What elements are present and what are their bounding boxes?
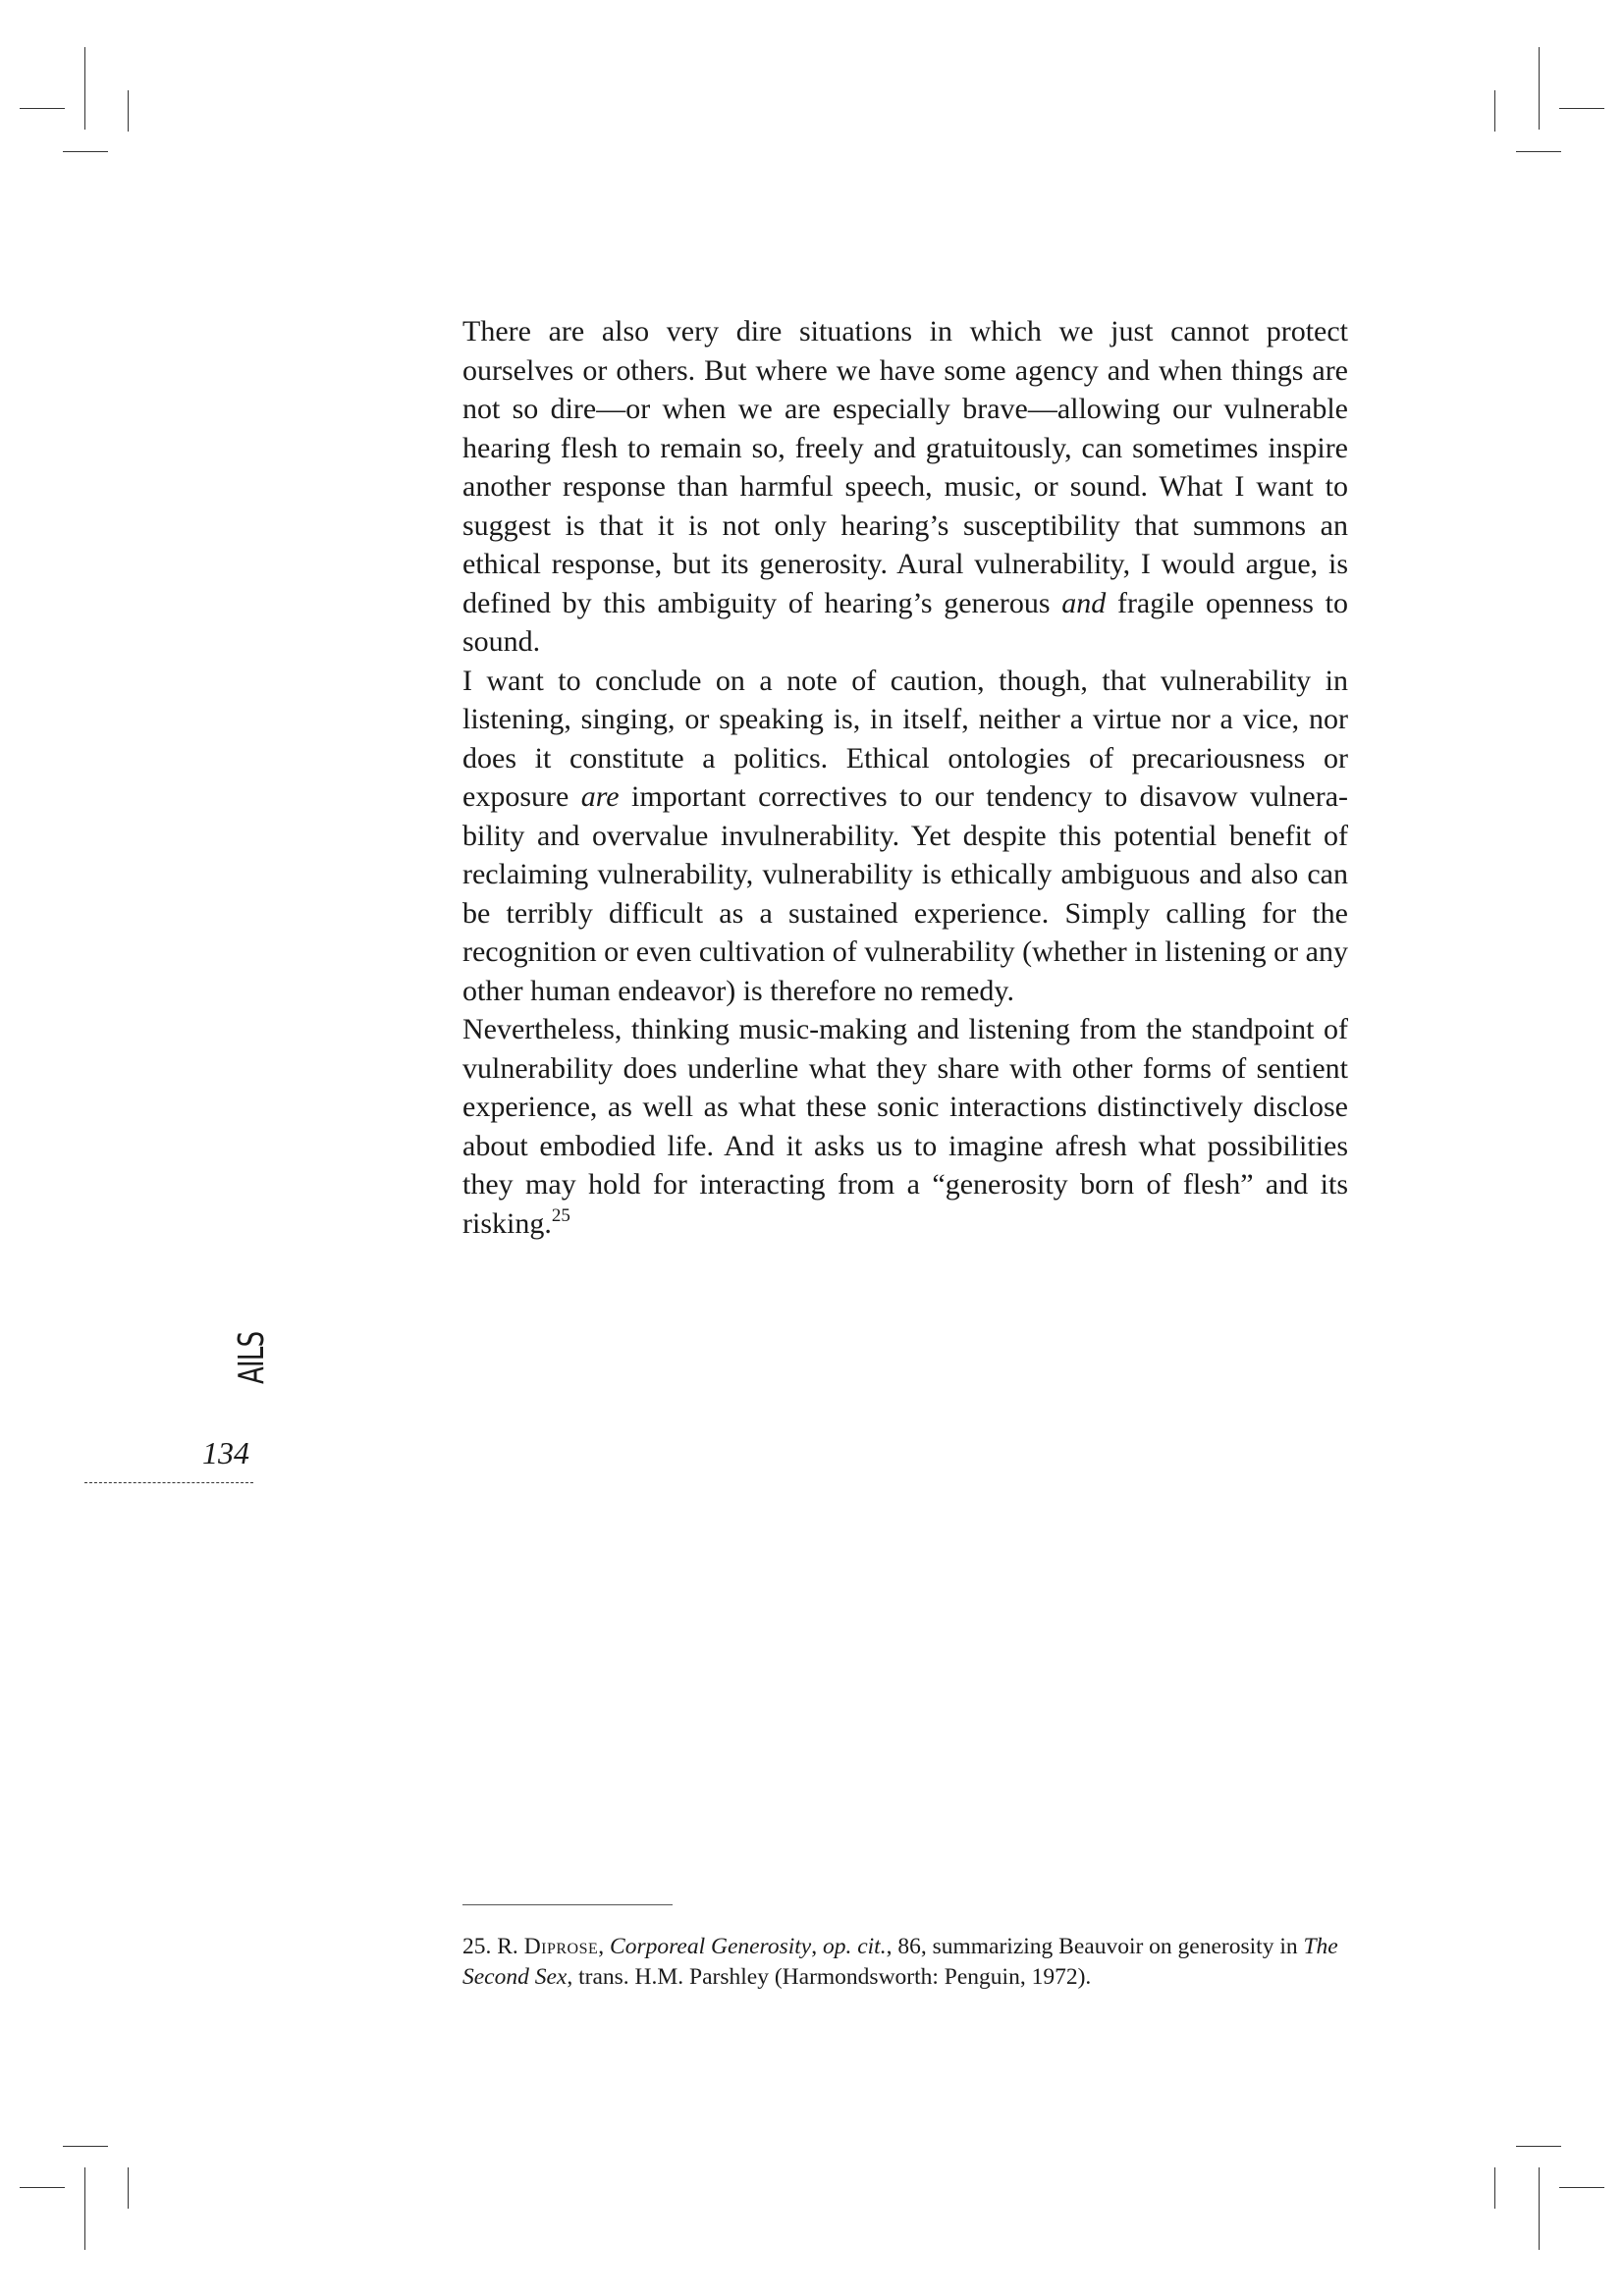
crop-mark <box>84 47 85 130</box>
running-head: AILS <box>232 1331 272 1384</box>
emphasis: and <box>1061 586 1107 619</box>
footnote-separator: , <box>811 1934 823 1959</box>
footnote-text: , 86, summarizing Beauvoir on generosity in <box>886 1934 1304 1959</box>
crop-mark <box>1559 2187 1604 2188</box>
crop-mark <box>1516 151 1561 152</box>
crop-mark <box>1539 2167 1540 2250</box>
footnote-25 <box>462 1932 1348 1993</box>
footnote-author: Diprose <box>523 1934 599 1959</box>
footnote-opcit: op. cit. <box>822 1934 887 1959</box>
footnote-book-title: The Second Sex <box>462 1934 1338 1990</box>
crop-mark <box>1516 2146 1561 2147</box>
footnote <box>462 1932 1348 1993</box>
paragraph <box>462 312 1348 662</box>
footnote-separator: , <box>598 1934 611 1959</box>
paragraph <box>462 1010 1348 1243</box>
folio-divider <box>84 1482 253 1483</box>
paragraph-text: important correctives to our tendency to disavow vulnerability and overvalue invulnerability. Yet despite this potential benefit of reclaiming vulnerability, vulnerability is ethically ambiguous and also can be terribly difficult as a sustained experience. Simply calling for the recognition or even cultivation of vulnerability (whether in listening or any other human endeavor) is therefore no remedy. <box>462 780 1349 1007</box>
crop-mark <box>128 2167 129 2209</box>
body-text <box>462 312 1348 1243</box>
crop-mark <box>1494 2167 1495 2209</box>
paragraph-text: fragile openness to sound. <box>462 586 1348 658</box>
footnote-reference[interactable]: 25 <box>551 1204 570 1226</box>
paragraph-text: I want to conclude on a note of caution, though, that vulnerability in listening, singing, or speaking is, in itself, neither a virtue nor a vice, nor does it constitute a politics. Ethical ontologies of precariousness or exposure <box>462 664 1348 813</box>
page-number: 134 <box>202 1435 249 1470</box>
emphasis: are <box>580 780 620 813</box>
crop-mark <box>1559 108 1604 109</box>
crop-mark <box>84 2167 85 2250</box>
crop-mark <box>63 151 108 152</box>
footnote-title: Corporeal Generosity <box>610 1934 812 1959</box>
footnote-divider <box>462 1904 673 1905</box>
paragraph-text: Nevertheless, thinking music-making and listening from the standpoint of vulnerability does underline what they share with other forms of sentient experience, as well as what these sonic interactions distinctively disclose about embodied life. And it asks us to imagine afresh what possibilities they may hold for interacting from a “generosity born of flesh” and its risking. <box>462 1013 1348 1240</box>
crop-mark <box>1539 47 1540 130</box>
crop-mark <box>20 108 65 109</box>
crop-mark <box>1494 90 1495 132</box>
paragraph-text: There are also very dire situations in which we just cannot protect ourselves or others. But where we have some agency and when things are not so dire—or when we are especially brave—allowing our vulnerable hearing flesh to remain so, freely and gratuitously, can sometimes inspire another response than harmful speech, music, or sound. What I want to suggest is that it is not only hearing’s susceptibility that summons an ethical response, but its generosity. Aural vulnerability, I would argue, is defined by this ambiguity of hearing’s generous <box>462 315 1348 619</box>
paragraph <box>462 662 1348 1011</box>
footnote-text: , trans. H.M. Parshley (Harmondsworth: Penguin, 1972). <box>567 1964 1092 1990</box>
crop-mark <box>20 2187 65 2188</box>
crop-mark <box>128 90 129 132</box>
crop-mark <box>63 2146 108 2147</box>
footnote-number: 25. R. <box>462 1934 524 1959</box>
